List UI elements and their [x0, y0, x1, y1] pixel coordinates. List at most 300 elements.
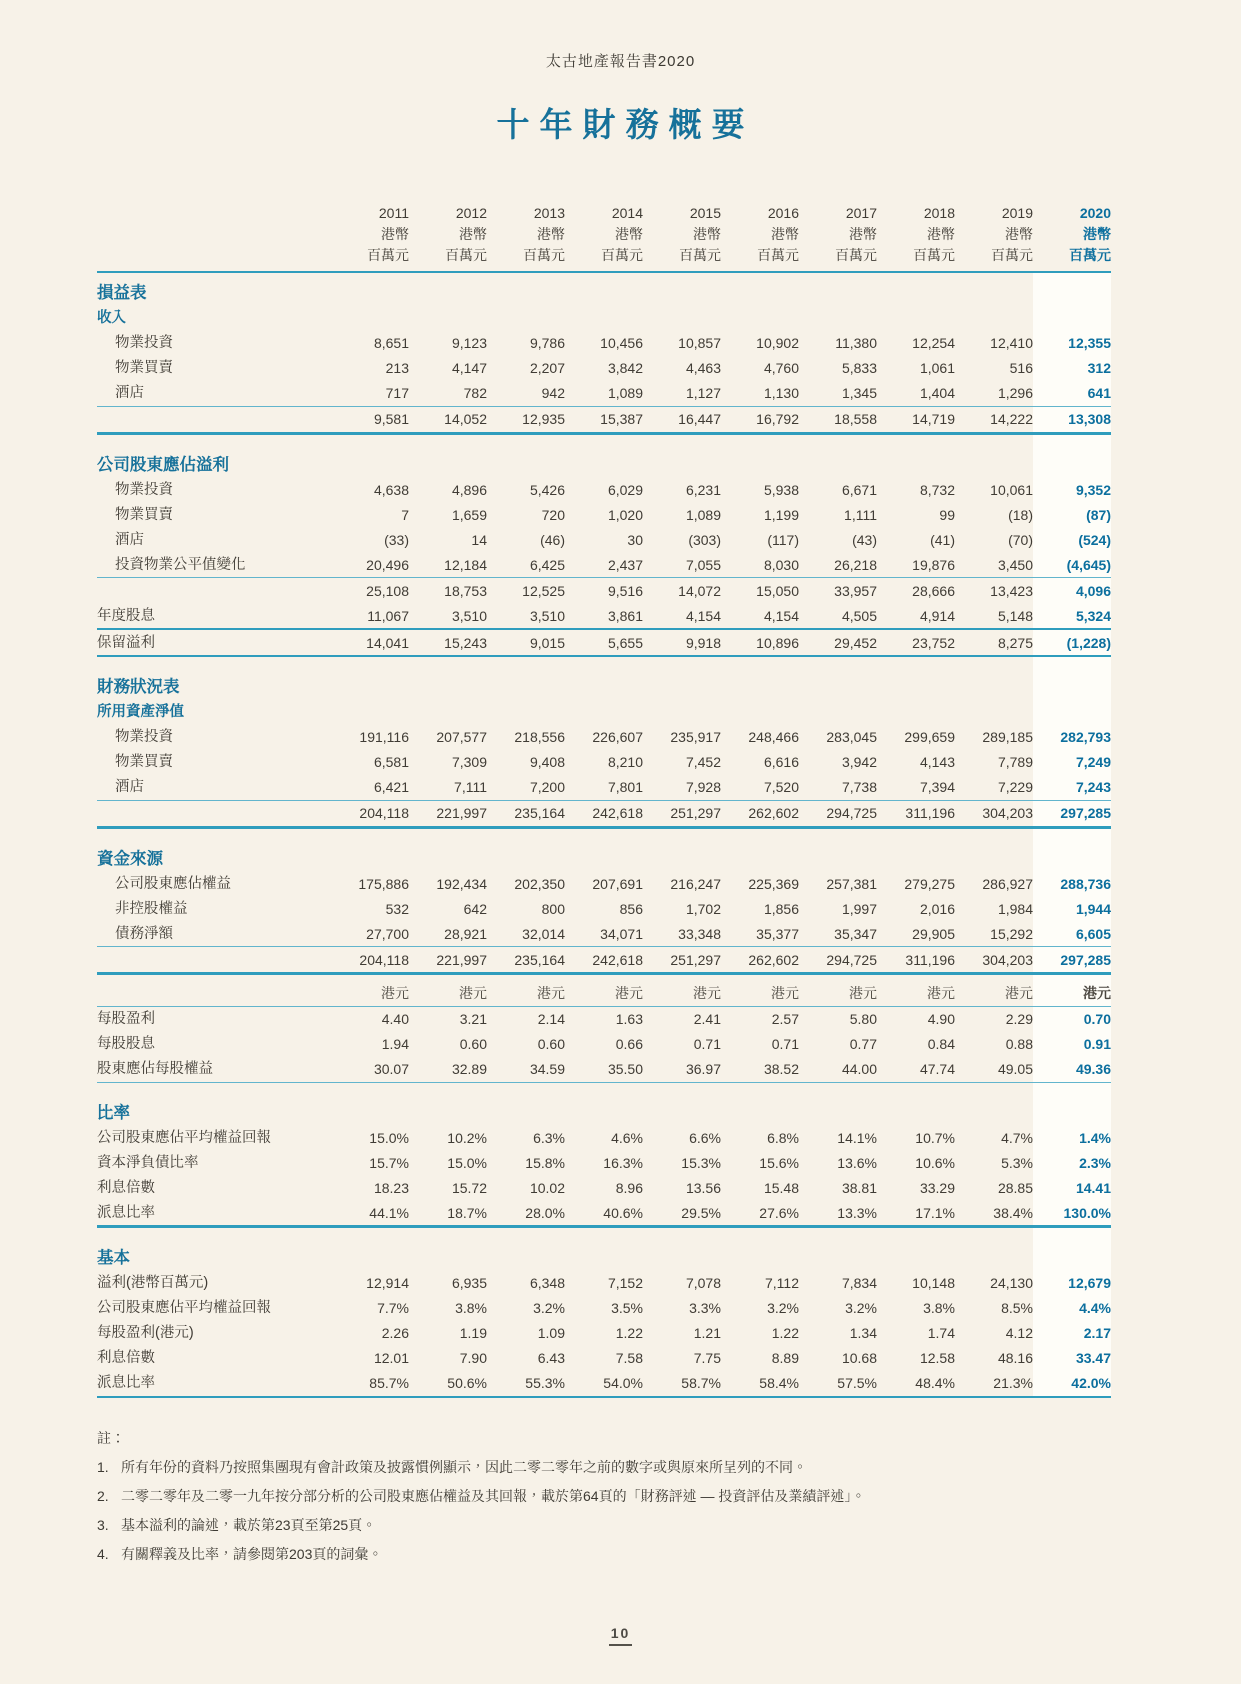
value-cell: 516: [1009, 360, 1033, 376]
value-cell: 0.66: [615, 1036, 643, 1052]
value-cell: [487, 272, 565, 306]
value-cell: (41): [930, 531, 955, 548]
notes-heading: 註：: [97, 1429, 125, 1446]
value-cell: 2.3%: [1033, 1150, 1111, 1175]
header-label-spacer: [97, 245, 331, 272]
table-row-section: [97, 827, 1111, 871]
page-title: 十年財務概要: [496, 106, 755, 143]
value-cell: 14.1%: [837, 1129, 877, 1146]
value-cell: 14,719: [877, 406, 955, 433]
value-cell: [643, 272, 721, 306]
value-cell: 32,014: [522, 925, 565, 942]
row-label: 收入: [97, 310, 126, 326]
value-cell: [721, 433, 799, 477]
unit-cell: 百萬元: [955, 245, 1033, 272]
value-cell: 6,616: [763, 754, 799, 770]
row-label: 股東應佔每股權益: [97, 1057, 331, 1083]
value-cell: 5.80: [849, 1011, 877, 1027]
value-cell: 7,452: [685, 754, 721, 770]
value-cell: 20,496: [366, 556, 409, 573]
year-cell: 2011: [378, 205, 409, 221]
value-cell: [565, 700, 643, 725]
value-cell: 3.2%: [767, 1300, 799, 1316]
value-cell: 3.2%: [533, 1300, 565, 1316]
value-cell: 28,666: [877, 578, 955, 604]
value-cell: [565, 656, 643, 700]
value-cell: [565, 1082, 643, 1125]
table-row-section: [97, 433, 1111, 477]
value-cell: [331, 272, 409, 306]
note-item: [97, 1482, 1111, 1511]
value-cell: 204,118: [331, 800, 409, 827]
unit-cell: 港幣: [693, 226, 721, 242]
row-label: 利息倍數: [97, 1350, 155, 1366]
value-cell: 11,380: [835, 335, 877, 351]
table-row-data: [97, 1200, 1111, 1227]
value-cell: 251,297: [643, 800, 721, 827]
value-cell: 1,296: [997, 385, 1033, 401]
row-label: 物業投資: [115, 481, 173, 498]
value-cell: 304,203: [955, 947, 1033, 974]
table-row-data: [97, 1321, 1111, 1346]
value-cell: (303): [688, 531, 721, 548]
value-cell: [1033, 433, 1111, 477]
value-cell: 18.23: [373, 1179, 409, 1196]
value-cell: 7,834: [841, 1275, 877, 1291]
value-cell: 30: [627, 531, 643, 548]
table-row-data: [97, 921, 1111, 947]
header-label-spacer: [97, 203, 331, 224]
value-cell: 7.58: [615, 1350, 643, 1366]
value-cell: 9,918: [643, 629, 721, 656]
value-cell: [1033, 1082, 1111, 1125]
table-row-data: [97, 502, 1111, 527]
value-cell: 6,029: [607, 481, 643, 498]
value-cell: 213: [385, 360, 409, 376]
value-cell: 235,917: [670, 729, 721, 745]
value-cell: [409, 700, 487, 725]
row-label: 資金來源: [97, 849, 163, 868]
value-cell: 6.8%: [767, 1129, 799, 1146]
value-cell: [643, 306, 721, 331]
row-label: 基本: [97, 1249, 130, 1267]
value-cell: 262,602: [721, 800, 799, 827]
value-cell: 221,997: [409, 800, 487, 827]
value-cell: 1.22: [771, 1325, 799, 1341]
value-cell: 38.4%: [955, 1200, 1033, 1227]
table-row-units: [97, 974, 1111, 1007]
value-cell: 35,377: [756, 925, 799, 942]
year-header-row: [97, 203, 1111, 224]
value-cell: 286,927: [982, 875, 1033, 892]
note-number: 3.: [97, 1516, 109, 1533]
table-row-data: [97, 896, 1111, 921]
value-cell: 0.77: [849, 1036, 877, 1052]
value-cell: 44.1%: [331, 1200, 409, 1227]
value-cell: 312: [1033, 356, 1111, 381]
table-row-data: [97, 331, 1111, 356]
value-cell: 15.3%: [681, 1154, 721, 1171]
value-cell: 8.89: [771, 1350, 799, 1366]
value-cell: 311,196: [877, 947, 955, 974]
row-label: 派息比率: [97, 1371, 331, 1397]
value-cell: 85.7%: [331, 1371, 409, 1397]
table-row-data: [97, 1006, 1111, 1032]
header-label-spacer: [97, 224, 331, 245]
value-cell: 0.91: [1033, 1032, 1111, 1057]
value-cell: 5,655: [565, 629, 643, 656]
value-cell: [1033, 272, 1111, 306]
row-label: 酒店: [115, 385, 144, 401]
value-cell: [409, 1082, 487, 1125]
value-cell: 10,857: [678, 335, 721, 351]
value-cell: 207,577: [436, 729, 487, 745]
value-cell: 1.21: [693, 1325, 721, 1341]
value-cell: 9,352: [1033, 477, 1111, 502]
row-label: 溢利(港幣百萬元): [97, 1275, 209, 1291]
value-cell: 24,130: [990, 1275, 1033, 1291]
table-row-section: [97, 272, 1111, 306]
value-cell: 283,045: [826, 729, 877, 745]
value-cell: [877, 272, 955, 306]
note-text: 有關釋義及比率，請參閱第203頁的詞彙。: [121, 1545, 383, 1562]
value-cell: 299,659: [904, 729, 955, 745]
value-cell: 1,061: [919, 360, 955, 376]
value-cell: 12.01: [373, 1350, 409, 1366]
value-cell: 2,437: [607, 556, 643, 573]
value-cell: 10.2%: [447, 1129, 487, 1146]
value-cell: 2.29: [1005, 1011, 1033, 1027]
value-cell: 216,247: [670, 875, 721, 892]
value-cell: 18,558: [799, 406, 877, 433]
value-cell: 4.90: [927, 1011, 955, 1027]
value-cell: 7,249: [1033, 750, 1111, 775]
row-label: 年度股息: [97, 603, 331, 629]
value-cell: 15,292: [990, 925, 1033, 942]
table-row-data: [97, 725, 1111, 750]
value-cell: 4.12: [1005, 1325, 1033, 1341]
value-cell: 34.59: [487, 1057, 565, 1083]
value-cell: 12,410: [990, 335, 1033, 351]
report-header: 太古地產報告書2020: [545, 53, 696, 70]
value-cell: 282,793: [1033, 725, 1111, 750]
unit-header-row: [97, 245, 1111, 272]
value-cell: 8,732: [919, 481, 955, 498]
table-row-section: [97, 656, 1111, 700]
value-cell: (117): [767, 531, 799, 548]
value-cell: [799, 1082, 877, 1125]
value-cell: 港元: [643, 974, 721, 1007]
value-cell: 2.41: [693, 1011, 721, 1027]
value-cell: 641: [1033, 381, 1111, 407]
row-label: [97, 406, 331, 433]
table-row-data: [97, 356, 1111, 381]
value-cell: 6.6%: [689, 1129, 721, 1146]
value-cell: 27,700: [366, 925, 409, 942]
value-cell: [409, 656, 487, 700]
value-cell: 226,607: [592, 729, 643, 745]
value-cell: 204,118: [331, 947, 409, 974]
value-cell: 4.40: [381, 1011, 409, 1027]
value-cell: 港元: [799, 974, 877, 1007]
value-cell: 55.3%: [487, 1371, 565, 1397]
value-cell: 0.60: [537, 1036, 565, 1052]
value-cell: 9,516: [565, 578, 643, 604]
value-cell: [409, 433, 487, 477]
value-cell: 297,285: [1033, 947, 1111, 974]
value-cell: 18,753: [409, 578, 487, 604]
value-cell: 856: [619, 900, 643, 917]
value-cell: 15,243: [409, 629, 487, 656]
value-cell: 4,154: [721, 603, 799, 629]
value-cell: 57.5%: [799, 1371, 877, 1397]
value-cell: [877, 827, 955, 871]
value-cell: [877, 656, 955, 700]
value-cell: 38.81: [841, 1179, 877, 1196]
value-cell: 6.43: [537, 1350, 565, 1366]
value-cell: 532: [385, 900, 409, 917]
value-cell: 16,792: [721, 406, 799, 433]
value-cell: 130.0%: [1033, 1200, 1111, 1227]
value-cell: [721, 827, 799, 871]
value-cell: 1.74: [927, 1325, 955, 1341]
value-cell: 10,902: [756, 335, 799, 351]
value-cell: [721, 272, 799, 306]
value-cell: 4,896: [451, 481, 487, 498]
value-cell: 8.5%: [1001, 1300, 1033, 1316]
value-cell: 3,510: [487, 603, 565, 629]
table-row-data: [97, 1032, 1111, 1057]
note-number: 1.: [97, 1458, 109, 1475]
value-cell: 3.8%: [455, 1300, 487, 1316]
value-cell: 33.47: [1033, 1346, 1111, 1371]
value-cell: 225,369: [748, 875, 799, 892]
year-cell: 2015: [689, 205, 721, 221]
value-cell: [955, 1227, 1033, 1271]
value-cell: 1,199: [763, 506, 799, 523]
value-cell: [1033, 700, 1111, 725]
value-cell: [643, 827, 721, 871]
value-cell: 33,348: [678, 925, 721, 942]
value-cell: 4,096: [1033, 578, 1111, 604]
value-cell: 8,275: [955, 629, 1033, 656]
unit-cell: 百萬元: [799, 245, 877, 272]
value-cell: (1,228): [1033, 629, 1111, 656]
value-cell: 6,935: [451, 1275, 487, 1291]
unit-cell: 港幣: [849, 226, 877, 242]
note-number: 2.: [97, 1487, 109, 1504]
value-cell: 29,905: [912, 925, 955, 942]
value-cell: 18.7%: [409, 1200, 487, 1227]
value-cell: 15,050: [721, 578, 799, 604]
value-cell: 1,659: [451, 506, 487, 523]
value-cell: 48.4%: [877, 1371, 955, 1397]
value-cell: 202,350: [514, 875, 565, 892]
value-cell: [487, 306, 565, 331]
value-cell: 4,154: [643, 603, 721, 629]
value-cell: 800: [541, 900, 565, 917]
row-label: 所用資產淨值: [97, 704, 184, 720]
row-label: 酒店: [115, 779, 144, 795]
value-cell: [565, 1227, 643, 1271]
unit-cell: 百萬元: [721, 245, 799, 272]
value-cell: 3,510: [409, 603, 487, 629]
value-cell: 2,207: [529, 360, 565, 376]
value-cell: 4.6%: [611, 1129, 643, 1146]
value-cell: 3,450: [997, 556, 1033, 573]
value-cell: 5,148: [955, 603, 1033, 629]
value-cell: 9,408: [529, 754, 565, 770]
row-label: 物業買賣: [115, 360, 173, 376]
note-number: 4.: [97, 1545, 109, 1562]
value-cell: 13,308: [1033, 406, 1111, 433]
value-cell: 7,112: [765, 1275, 799, 1291]
row-label: 物業投資: [115, 335, 173, 351]
value-cell: 9,123: [451, 335, 487, 351]
value-cell: [955, 306, 1033, 331]
value-cell: [331, 700, 409, 725]
value-cell: (70): [1008, 531, 1033, 548]
value-cell: 9,581: [331, 406, 409, 433]
value-cell: 304,203: [955, 800, 1033, 827]
note-text: 基本溢利的論述，載於第23頁至第25頁。: [121, 1516, 377, 1533]
value-cell: 942: [541, 385, 565, 401]
value-cell: 12,525: [487, 578, 565, 604]
value-cell: 10.68: [841, 1350, 877, 1366]
value-cell: 15.48: [763, 1179, 799, 1196]
value-cell: [487, 827, 565, 871]
value-cell: 1,130: [763, 385, 799, 401]
value-cell: 42.0%: [1033, 1371, 1111, 1397]
value-cell: 6.3%: [533, 1129, 565, 1146]
value-cell: [409, 1227, 487, 1271]
value-cell: 191,116: [359, 729, 409, 745]
value-cell: 40.6%: [565, 1200, 643, 1227]
value-cell: 47.74: [877, 1057, 955, 1083]
year-cell: 2018: [923, 205, 955, 221]
value-cell: 4.7%: [1001, 1129, 1033, 1146]
value-cell: 32.89: [409, 1057, 487, 1083]
table-row-data: [97, 1150, 1111, 1175]
value-cell: [1033, 306, 1111, 331]
row-label: 物業買賣: [115, 754, 173, 770]
notes-list: [97, 1453, 1111, 1569]
value-cell: [487, 656, 565, 700]
row-label: [97, 947, 331, 974]
table-row-total: [97, 947, 1111, 974]
value-cell: 4.4%: [1033, 1296, 1111, 1321]
value-cell: 7,243: [1033, 775, 1111, 801]
unit-cell: 百萬元: [487, 245, 565, 272]
row-label: 公司股東應佔平均權益回報: [97, 1129, 271, 1146]
value-cell: 0.71: [771, 1036, 799, 1052]
row-label: 保留溢利: [97, 629, 331, 656]
value-cell: 1,127: [685, 385, 721, 401]
value-cell: 7,789: [997, 754, 1033, 770]
value-cell: 15,387: [565, 406, 643, 433]
value-cell: 港元: [877, 974, 955, 1007]
value-cell: 221,997: [409, 947, 487, 974]
table-row-data: [97, 381, 1111, 407]
value-cell: 5.3%: [1001, 1154, 1033, 1171]
value-cell: 34,071: [600, 925, 643, 942]
value-cell: [331, 1227, 409, 1271]
value-cell: 3,942: [841, 754, 877, 770]
value-cell: 7,152: [607, 1275, 643, 1291]
value-cell: 218,556: [514, 729, 565, 745]
value-cell: 港元: [487, 974, 565, 1007]
value-cell: 1,345: [841, 385, 877, 401]
value-cell: 7,801: [607, 779, 643, 795]
value-cell: 38.52: [721, 1057, 799, 1083]
note-item: [97, 1511, 1111, 1540]
value-cell: 10,456: [600, 335, 643, 351]
value-cell: [331, 433, 409, 477]
value-cell: [331, 306, 409, 331]
value-cell: [799, 827, 877, 871]
row-label: 比率: [97, 1103, 130, 1122]
value-cell: 4,147: [451, 360, 487, 376]
value-cell: 13,423: [955, 578, 1033, 604]
value-cell: [955, 827, 1033, 871]
row-label: 財務狀況表: [97, 678, 180, 696]
row-label: 派息比率: [97, 1200, 331, 1227]
value-cell: [721, 700, 799, 725]
unit-cell: 百萬元: [331, 245, 409, 272]
value-cell: 0.84: [927, 1036, 955, 1052]
value-cell: [1033, 1227, 1111, 1271]
notes: [97, 1424, 1111, 1569]
value-cell: 1,089: [685, 506, 721, 523]
value-cell: (43): [852, 531, 877, 548]
value-cell: (4,645): [1033, 552, 1111, 578]
value-cell: 15.0%: [369, 1129, 409, 1146]
value-cell: 4,914: [877, 603, 955, 629]
value-cell: 16.3%: [603, 1154, 643, 1171]
value-cell: [955, 272, 1033, 306]
value-cell: 港元: [721, 974, 799, 1007]
value-cell: 175,886: [358, 875, 409, 892]
value-cell: 311,196: [877, 800, 955, 827]
value-cell: [487, 433, 565, 477]
value-cell: 2.57: [771, 1011, 799, 1027]
row-label: 投資物業公平值變化: [115, 556, 246, 573]
value-cell: [1033, 656, 1111, 700]
row-label: 每股股息: [97, 1036, 155, 1052]
value-cell: 294,725: [799, 800, 877, 827]
value-cell: [799, 1227, 877, 1271]
value-cell: 8,651: [373, 335, 409, 351]
value-cell: 6,421: [373, 779, 409, 795]
value-cell: [643, 1082, 721, 1125]
value-cell: 14,222: [955, 406, 1033, 433]
value-cell: 0.70: [1033, 1006, 1111, 1032]
value-cell: 28.85: [997, 1179, 1033, 1196]
value-cell: 10,148: [912, 1275, 955, 1291]
value-cell: 7: [401, 506, 409, 523]
row-label: 非控股權益: [115, 900, 188, 917]
value-cell: 6,348: [529, 1275, 565, 1291]
value-cell: 3.21: [459, 1011, 487, 1027]
table-row-data: [97, 1175, 1111, 1200]
value-cell: 1,404: [919, 385, 955, 401]
value-cell: 9,015: [487, 629, 565, 656]
value-cell: 248,466: [748, 729, 799, 745]
value-cell: 11,067: [331, 603, 409, 629]
value-cell: [487, 700, 565, 725]
value-cell: [955, 433, 1033, 477]
value-cell: [331, 656, 409, 700]
